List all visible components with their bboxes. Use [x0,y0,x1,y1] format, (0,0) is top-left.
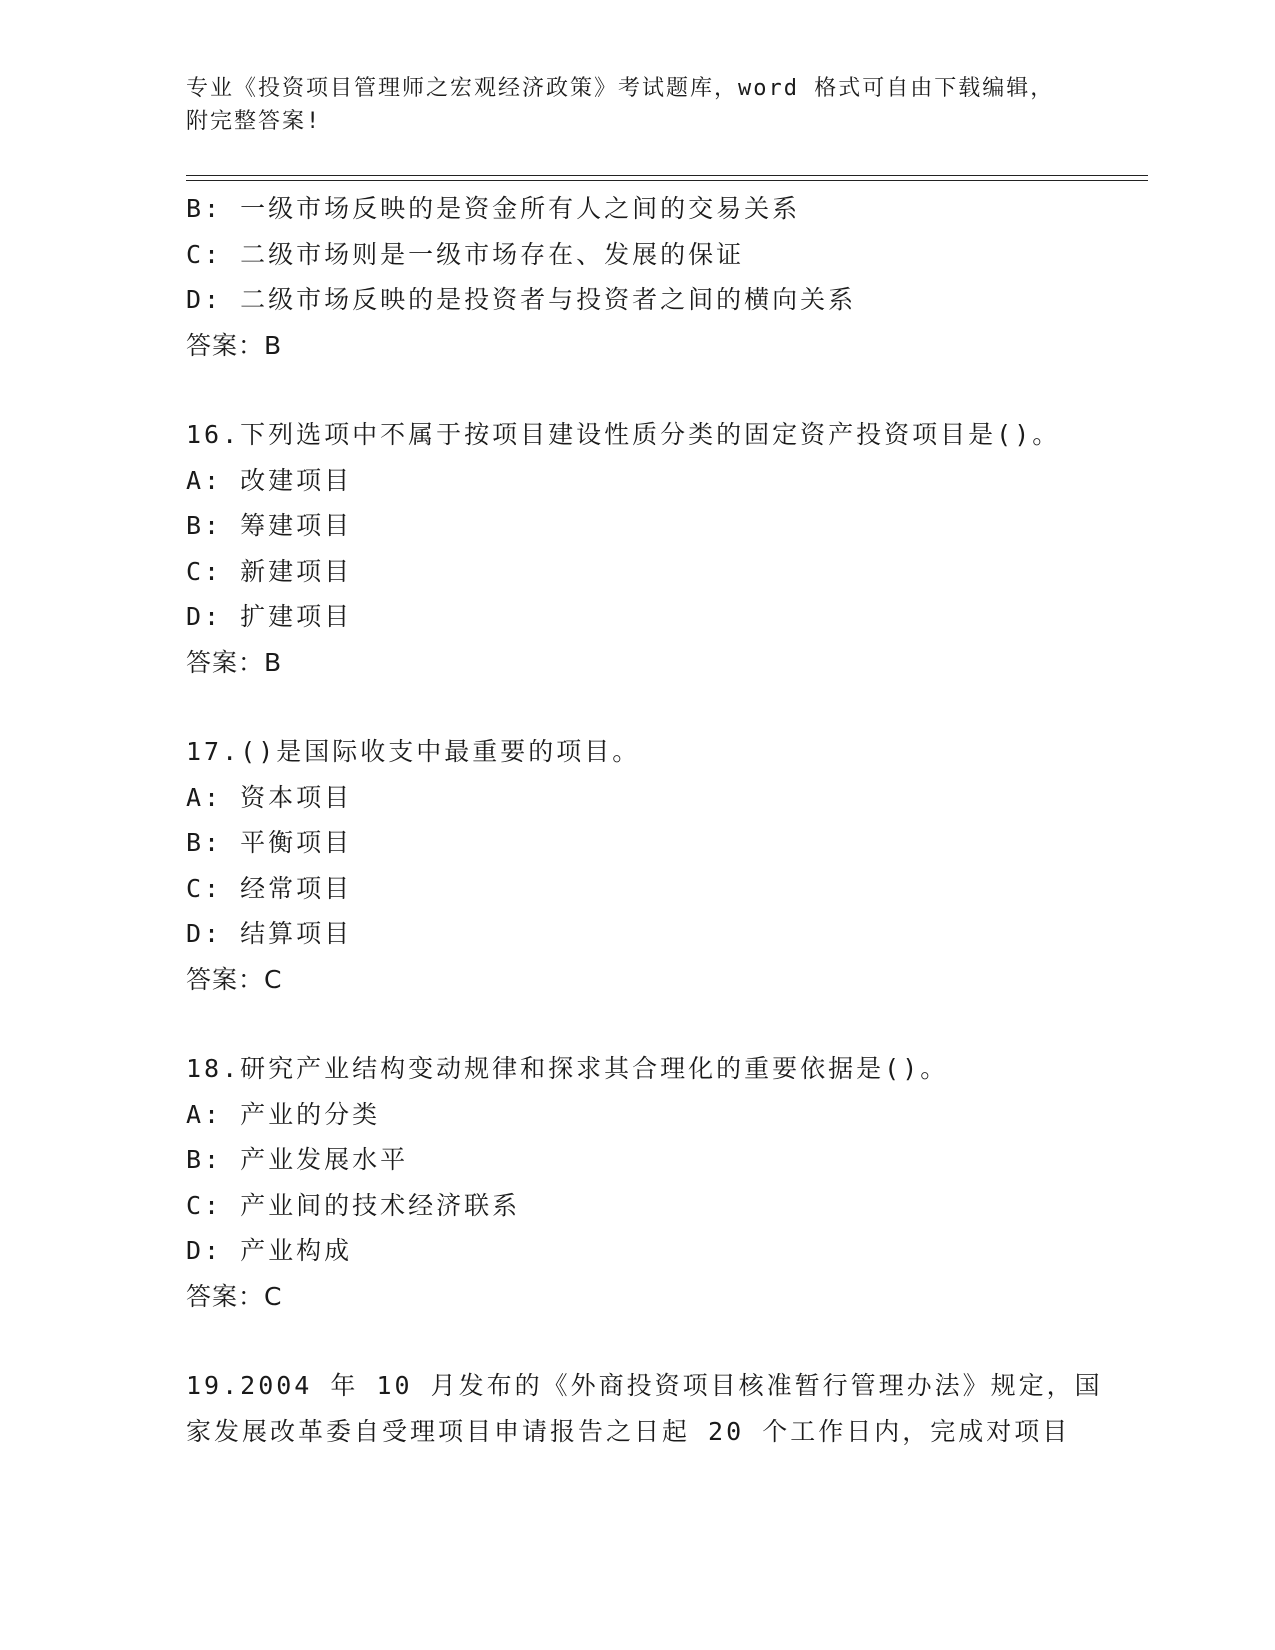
answer: 答案：B [186,330,283,360]
option-b: B: 平衡项目 [186,828,353,857]
spacer [186,1002,1086,1046]
question-text: 18.研究产业结构变动规律和探求其合理化的重要依据是()。 [186,1054,949,1083]
option-c: C: 产业间的技术经济联系 [186,1190,521,1220]
option-b: B: 筹建项目 [186,511,353,540]
option-b: B: 产业发展水平 [186,1145,409,1174]
header-divider-top [186,175,1148,176]
spacer [186,685,1086,729]
answer: 答案：C [186,1281,283,1311]
question-19 [186,1363,1103,1454]
option-c: C: 经常项目 [186,873,353,903]
question-text-line-1: 19.2004 年 10 月发布的《外商投资项目核准暂行管理办法》规定，国 [186,1371,1103,1400]
question-15-fragment [186,186,1086,368]
option-d: D: 二级市场反映的是投资者与投资者之间的横向关系 [186,285,857,314]
spacer [186,1319,1086,1363]
question-18 [186,1046,1086,1319]
question-text: 16.下列选项中不属于按项目建设性质分类的固定资产投资项目是()。 [186,420,1061,449]
answer: 答案：B [186,647,283,677]
option-a: A: 资本项目 [186,782,353,812]
option-b: B: 一级市场反映的是资金所有人之间的交易关系 [186,194,801,223]
option-d: D: 结算项目 [186,919,353,948]
option-d: D: 产业构成 [186,1236,353,1265]
header-divider-bottom [186,180,1148,181]
question-17 [186,729,1086,1002]
option-c: C: 二级市场则是一级市场存在、发展的保证 [186,239,745,269]
answer: 答案：C [186,964,283,994]
spacer [186,368,1086,412]
question-text-line-2: 家发展改革委自受理项目申请报告之日起 20 个工作日内，完成对项目 [186,1416,1071,1446]
header-line-1: 专业《投资项目管理师之宏观经济政策》考试题库，word 格式可自由下载编辑， [186,76,1055,101]
document-header [186,72,1086,138]
question-text: 17.()是国际收支中最重要的项目。 [186,737,641,766]
header-line-2: 附完整答案! [186,109,322,134]
question-16 [186,412,1086,685]
option-d: D: 扩建项目 [186,602,353,631]
option-c: C: 新建项目 [186,556,353,586]
question-list [186,186,1103,1454]
option-a: A: 产业的分类 [186,1099,381,1129]
option-a: A: 改建项目 [186,465,353,495]
